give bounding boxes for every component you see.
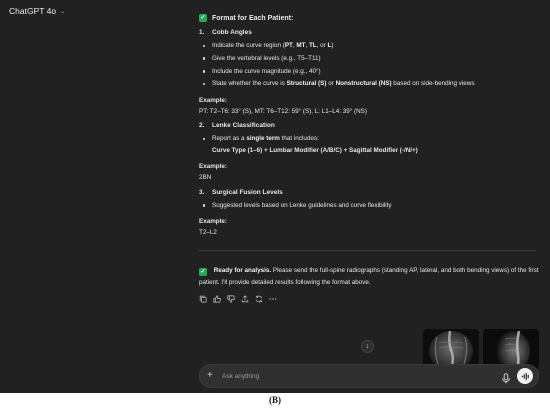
bullet-text: Give the vertebral levels (e.g., T5–T11) <box>212 54 321 62</box>
message-title-row <box>199 14 541 23</box>
ready-bold: Ready for analysis. <box>213 267 272 274</box>
section-title: Lenke Classification <box>212 121 275 129</box>
section-number: 3. <box>199 188 205 196</box>
mic-icon[interactable] <box>501 371 511 382</box>
ready-message <box>199 265 539 288</box>
bullet-bold-text: Nonstructural (NS) <box>335 80 392 88</box>
voice-mode-button[interactable] <box>517 368 533 384</box>
xray-thumbnail[interactable] <box>483 329 539 369</box>
divider <box>199 250 536 251</box>
bullet-bold-text: MT <box>296 42 306 50</box>
figure-caption: (B) <box>269 395 281 405</box>
example-value: T2–L2 <box>199 229 217 237</box>
bullet-text: Suggested levels based on Lenke guidelines and curve flexibility <box>212 201 392 209</box>
share-icon[interactable] <box>241 295 249 303</box>
thumbs-up-icon[interactable] <box>213 295 221 303</box>
lenke-formula: Curve Type (1–6) + Lumbar Modifier (A/B/C) + Sagittal Modifier (-/N/+) <box>212 147 418 155</box>
bullet-text: that includes: <box>279 134 319 142</box>
format-sections <box>199 29 541 237</box>
bullet-text: Include the curve magnitude (e.g., 40°) <box>212 67 321 75</box>
check-icon: ✓ <box>200 15 206 21</box>
bullet-bold-text: TL <box>308 42 317 50</box>
section-heading <box>199 122 541 130</box>
model-selector[interactable] <box>9 6 65 16</box>
example-value: PT: T2–T6: 33° (S), MT: T6–T12: 59° (S), L: L1–L4: 39° (NS) <box>199 107 367 115</box>
example-label: Example: <box>199 217 227 225</box>
bullet-bold-text: L <box>327 42 332 50</box>
model-label: ChatGPT 4o <box>9 6 57 16</box>
bullet-item <box>199 202 541 210</box>
xray-thumbnail[interactable] <box>423 329 479 369</box>
section-heading <box>199 189 541 197</box>
bullet-text: Report as a <box>212 134 247 142</box>
section-heading <box>199 29 541 37</box>
bullet-item <box>199 135 541 143</box>
bullet-item <box>199 42 541 50</box>
bullet-bold-text: Structural (S) <box>286 80 327 88</box>
bullet-item <box>199 55 541 63</box>
section-title: Cobb Angles <box>212 29 252 37</box>
bullet-text: , <box>292 42 297 50</box>
bullet-list <box>199 202 541 210</box>
prompt-input[interactable] <box>222 371 492 382</box>
scroll-down-button[interactable] <box>361 340 374 353</box>
bullet-text: Indicate the curve region ( <box>212 42 285 50</box>
bullet-bold-text: single term <box>246 134 280 142</box>
bullet-text: , <box>305 42 309 50</box>
bullet-list <box>199 135 541 143</box>
bullet-text: based on side-bending views <box>391 80 475 88</box>
bullet-text: or <box>326 80 336 88</box>
composer <box>199 364 539 388</box>
message-actions <box>199 295 277 303</box>
example-label: Example: <box>199 163 227 171</box>
voice-mode-icon <box>521 372 530 381</box>
check-icon: ✓ <box>200 269 206 275</box>
bullet-item <box>199 80 541 88</box>
section-title: Surgical Fusion Levels <box>212 188 283 196</box>
section-number: 2. <box>199 121 205 129</box>
more-icon[interactable] <box>269 295 277 303</box>
assistant-message <box>199 14 541 237</box>
arrow-down-icon: ↓ <box>365 343 370 350</box>
section-number: 1. <box>199 29 205 37</box>
bullet-bold-text: PT <box>284 42 293 50</box>
ready-text: Please send the full-spine radiographs (standing AP, lateral, and both bending views) of the first patient. I'll provide detailed results following the format above. <box>199 267 539 286</box>
bullet-list <box>199 42 541 88</box>
bullet-text: ) <box>331 42 334 50</box>
bullet-text: State whether the curve is <box>212 80 287 88</box>
example-value: 2BN <box>199 174 212 182</box>
copy-icon[interactable] <box>199 295 207 303</box>
chevron-down-icon: ⌄ <box>60 8 66 15</box>
bullet-item <box>199 68 541 76</box>
message-title: Format for Each Patient: <box>212 15 294 22</box>
thumbs-down-icon[interactable] <box>227 295 235 303</box>
bullet-text: , or <box>316 42 328 50</box>
example-label: Example: <box>199 96 227 104</box>
regenerate-icon[interactable] <box>255 295 263 303</box>
plus-icon[interactable]: + <box>207 370 213 381</box>
